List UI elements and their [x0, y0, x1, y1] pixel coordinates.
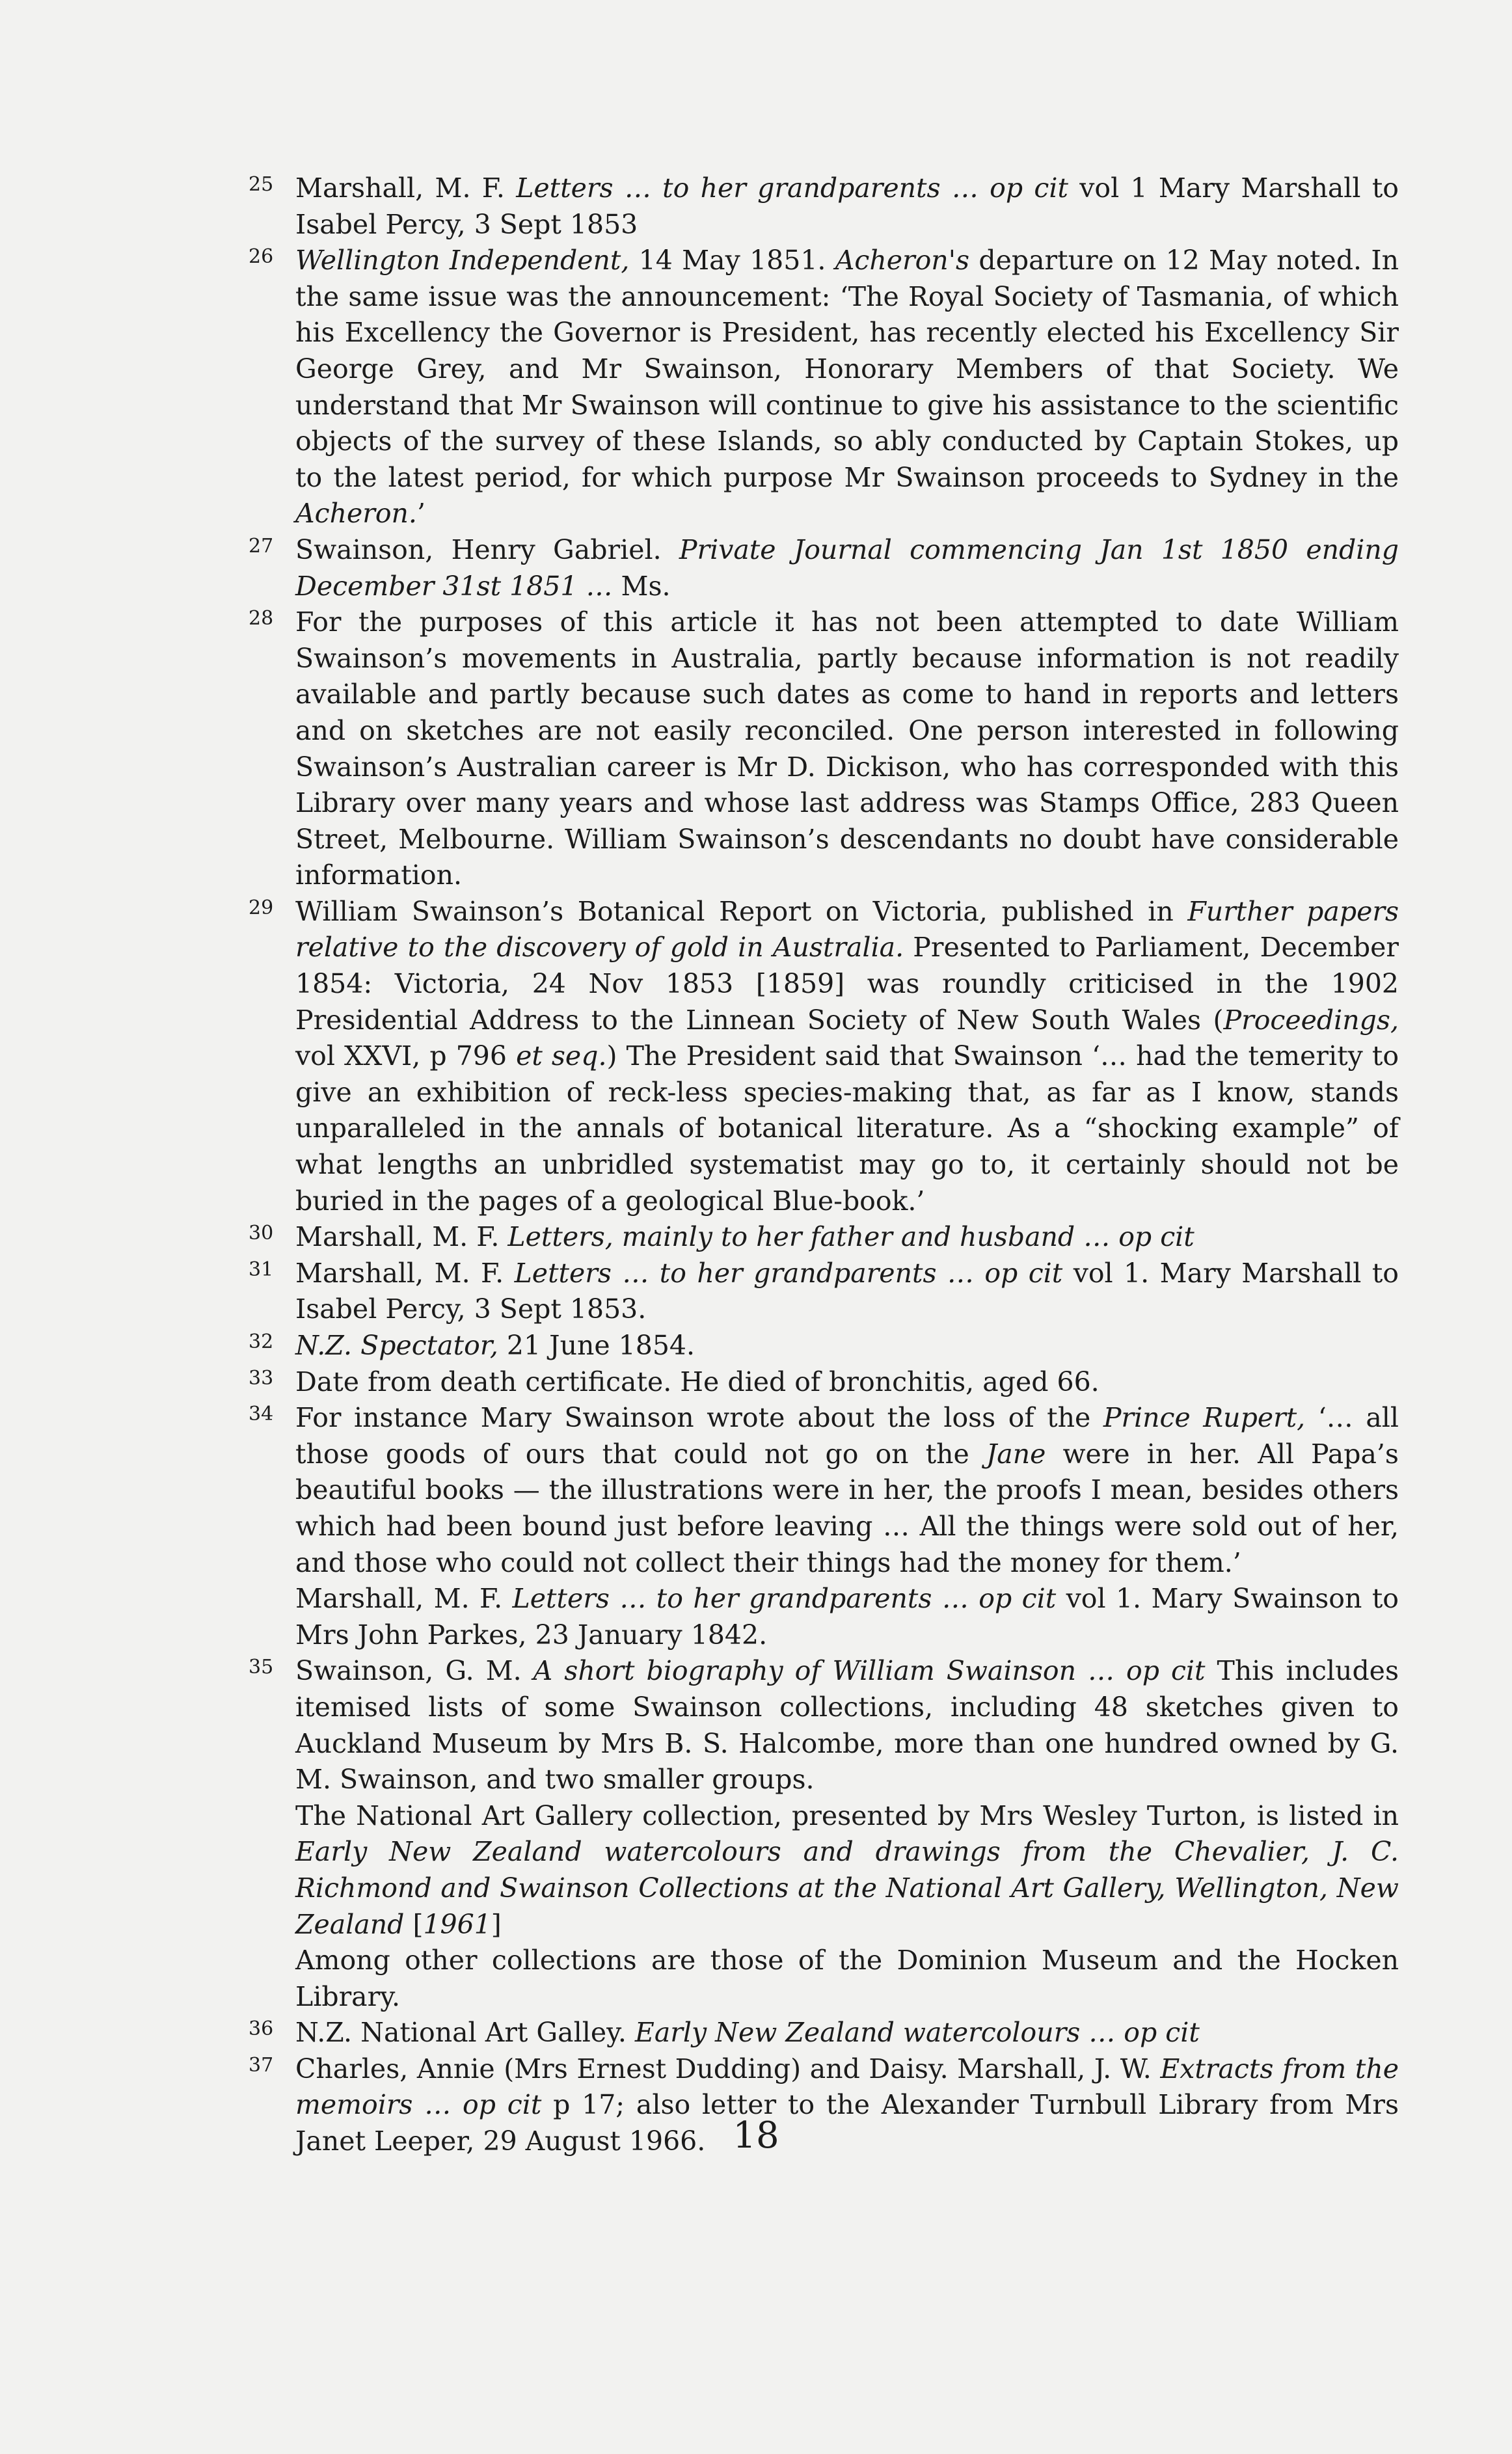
footnote-number: 27 — [249, 534, 274, 558]
text: Marshall, M. F. — [295, 1221, 508, 1253]
footnote-number: 34 — [249, 1403, 274, 1426]
footnote-number: 37 — [249, 2053, 274, 2077]
footnote-number: 25 — [249, 173, 274, 196]
footnote-paragraph — [295, 1400, 1399, 1581]
footnote-number: 29 — [249, 896, 274, 919]
footnote-paragraph — [295, 1798, 1399, 1943]
text: Swainson, G. M. — [295, 1655, 533, 1687]
italic-text: Extracts from the memoirs … op cit — [295, 2053, 1399, 2121]
italic-text: A short biography of William Swainson … op cit — [533, 1655, 1206, 1687]
footnote-26 — [249, 243, 1399, 532]
footnote-paragraph — [295, 1653, 1399, 1798]
italic-text: Early New Zealand watercolours … op cit — [634, 2017, 1200, 2049]
text: ‘… all those goods of ours that could not go on the — [295, 1402, 1399, 1470]
footnote-paragraph — [295, 1943, 1399, 2015]
text: Marshall, M. F. — [295, 1257, 515, 1289]
text: 14 May 1851. — [629, 245, 835, 276]
text: vol XXVI, p 796 — [295, 1040, 517, 1072]
footnote-29 — [249, 894, 1399, 1219]
italic-text: Prince Rupert, — [1103, 1402, 1306, 1434]
text: [ — [404, 1908, 424, 1940]
italic-text: Jane — [986, 1438, 1046, 1470]
footnote-28 — [249, 604, 1399, 894]
italic-text: Letters, mainly to her father and husband … op cit — [507, 1221, 1195, 1253]
footnote-number: 26 — [249, 245, 274, 269]
text: Presented to Parliament, December 1854: Victoria, 24 Nov 1853 [1859] was roundly criticised in the 1902 Presidential Address to the Linnean Society of New South Wales ( — [295, 932, 1399, 1036]
text: Date from death certificate. He died of bronchitis, aged 66. — [295, 1366, 1100, 1397]
text: ] — [491, 1908, 502, 1940]
text: ’ — [416, 498, 426, 530]
footnote-number: 32 — [249, 1330, 274, 1353]
italic-text: 1961 — [423, 1908, 491, 1940]
text: vol 1. Mary Marshall to Isabel Percy, 3 Sept 1853. — [295, 1257, 1399, 1325]
footnote-paragraph — [295, 1364, 1399, 1401]
italic-text: Further papers relative to the discovery of gold in Australia. — [295, 895, 1399, 964]
text: N.Z. National Art Galley. — [295, 2017, 635, 2049]
footnote-number: 36 — [249, 2017, 274, 2041]
italic-text: Letters … to her grandparents … op cit — [514, 1257, 1063, 1289]
footnote-27 — [249, 532, 1399, 604]
text: The National Art Gallery collection, presented by Mrs Wesley Turton, is listed in — [295, 1800, 1399, 1831]
text: For the purposes of this article it has not been attempted to date William Swainson’s movements in Australia, partly because information is not readily available and partly because such dates as come to hand in reports and letters and on sketches are not easily reconciled. One person interested in following Swainson’s Australian career is Mr D. Dickison, who has corresponded with this Library over many years and whose last address was Stamps Office, 283 Queen Street, Melbourne. William Swainson’s descendants no doubt have considerable information. — [295, 606, 1399, 891]
footnote-paragraph — [295, 1328, 1399, 1364]
italic-text: Acheron. — [295, 498, 417, 530]
italic-text: Wellington Independent, — [295, 245, 630, 276]
footnote-paragraph — [295, 1256, 1399, 1328]
footnote-35 — [249, 1653, 1399, 2015]
footnotes-list — [249, 170, 1399, 2160]
footnote-number: 35 — [249, 1656, 274, 1679]
text: were in her. All Papa’s beautiful books — the illustrations were in her, the proofs I mean, besides others which had been bound just before leaving … All the things were sold out of her, and those who could not collect their things had the money for them.’ — [295, 1438, 1399, 1578]
footnote-25 — [249, 170, 1399, 243]
footnote-30 — [249, 1219, 1399, 1256]
text: For instance Mary Swainson wrote about the loss of the — [295, 1402, 1103, 1434]
text: This includes itemised lists of some Swainson collections, including 48 sketches given to Auckland Museum by Mrs B. S. Halcombe, more than one hundred owned by G. M. Swainson, and two smaller groups. — [295, 1655, 1399, 1796]
text: Marshall, M. F. — [295, 172, 517, 204]
italic-text: N.Z. Spectator, — [295, 1330, 498, 1361]
footnote-paragraph — [295, 2015, 1399, 2051]
text: vol 1. Mary Swainson to Mrs John Parkes, 23 January 1842. — [295, 1583, 1399, 1651]
italic-text: Letters … to her grandparents … op cit — [512, 1583, 1057, 1615]
text: vol 1 Mary Marshall to Isabel Percy, 3 Sept 1853 — [295, 172, 1399, 240]
footnote-31 — [249, 1256, 1399, 1328]
footnote-number: 28 — [249, 607, 274, 630]
italic-text: et seq. — [516, 1040, 607, 1072]
text: Among other collections are those of the Dominion Museum and the Hocken Library. — [295, 1945, 1399, 2012]
text: departure on 12 May noted. In the same issue was the announcement: ‘The Royal Society of Tasmania, of which his Excellency the Governor is President, has recently elected his Excellency Sir George Grey, and Mr Swainson, Honorary Members of that Society. We understand that Mr Swainson will continue to give his assistance to the scientific objects of the survey of these Islands, so ably conducted by Captain Stokes, up to the latest period, for which purpose Mr Swainson proceeds to Sydney in the — [295, 245, 1399, 493]
text: ) The President said that Swainson ‘… had the temerity to give an exhibition of reck-less species-making that, as far as I know, stands unparalleled in the annals of botanical literature. As a “shocking example” of what lengths an unbridled systematist may go to, it certainly should not be buried in the pages of a geological Blue-book.’ — [295, 1040, 1399, 1217]
footnote-number: 33 — [249, 1366, 274, 1390]
text: William Swainson’s Botanical Report on Victoria, published in — [295, 895, 1188, 927]
text: Marshall, M. F. — [295, 1583, 513, 1615]
footnote-34 — [249, 1400, 1399, 1653]
footnote-paragraph — [295, 604, 1399, 894]
footnote-36 — [249, 2015, 1399, 2051]
footnote-paragraph — [295, 243, 1399, 532]
text: Swainson, Henry Gabriel. — [295, 533, 679, 565]
footnote-32 — [249, 1328, 1399, 1364]
text: Charles, Annie (Mrs Ernest Dudding) and Daisy. Marshall, J. W. — [295, 2053, 1161, 2084]
page-number: 18 — [733, 2114, 779, 2157]
footnote-paragraph — [295, 894, 1399, 1219]
footnote-paragraph — [295, 1581, 1399, 1653]
text: 21 June 1854. — [498, 1330, 695, 1361]
italic-text: Letters … to her grandparents … op cit — [516, 172, 1068, 204]
italic-text: Proceedings, — [1223, 1004, 1399, 1036]
italic-text: Private Journal commencing Jan 1st 1850 ending December 31st 1851 … — [295, 533, 1399, 602]
text: p 17; also letter to the Alexander Turnbull Library from Mrs Janet Leeper, 29 August 1966. — [295, 2089, 1399, 2157]
text: Ms. — [612, 570, 671, 602]
italic-text: Early New Zealand watercolours and drawings from the Chevalier, J. C. Richmond and Swainson Collections at the National Art Gallery, Wellington, New Zealand — [295, 1836, 1399, 1940]
italic-text: Acheron's — [835, 245, 970, 276]
footnote-33 — [249, 1364, 1399, 1401]
footnote-paragraph — [295, 532, 1399, 604]
footnote-paragraph — [295, 1219, 1399, 1256]
footnote-paragraph — [295, 170, 1399, 243]
footnote-number: 31 — [249, 1258, 274, 1281]
footnote-number: 30 — [249, 1222, 274, 1245]
